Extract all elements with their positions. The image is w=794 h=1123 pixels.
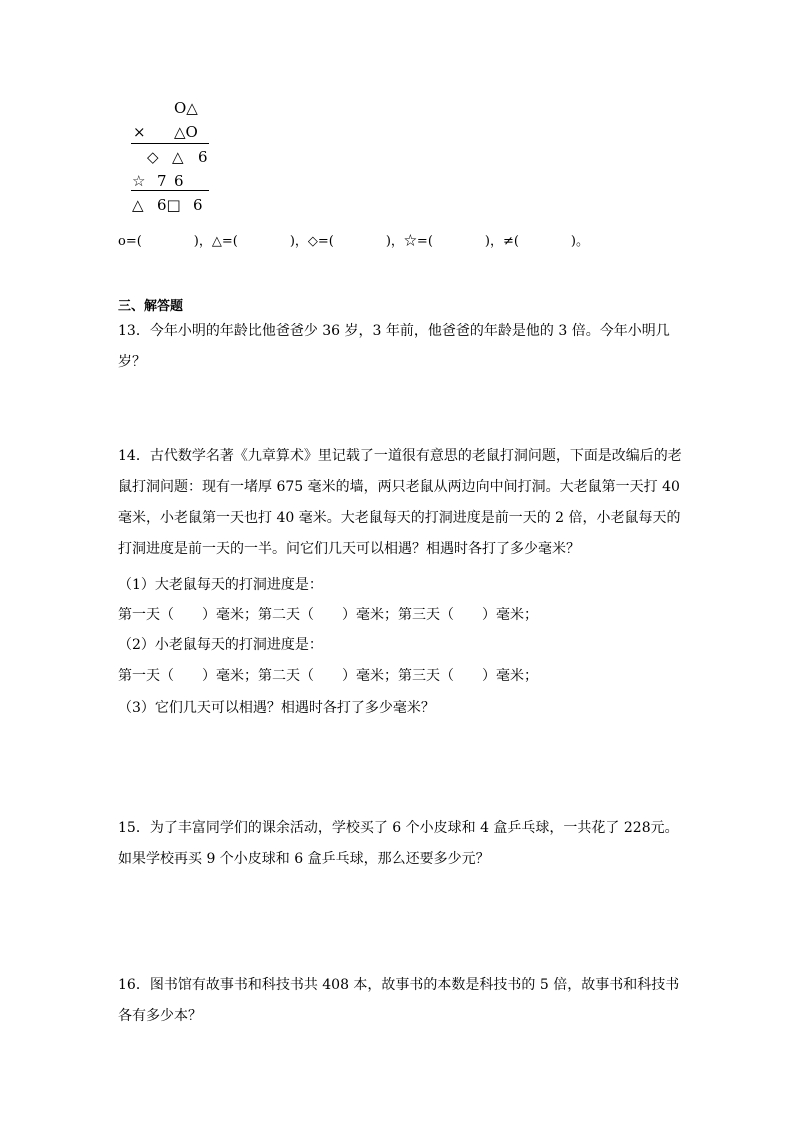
question-14-sub1-blanks: 第一天（ ）毫米；第二天（ ）毫米；第三天（ ）毫米； (118, 607, 538, 623)
puzzle-rule-1 (131, 143, 209, 144)
question-14-sub2: （2）小老鼠每天的打洞进度是： (118, 637, 323, 653)
puzzle-row5-c: 6 (193, 196, 203, 214)
question-14-stem: 14．古代数学名著《九章算术》里记载了一道很有意思的老鼠打洞问题，下面是改编后的老鼠打洞问题：现有一堵厚 675 毫米的墙，两只老鼠从两边向中间打洞。大老鼠第一天打 40 毫米，小老鼠第一天也打 40 毫米。大老鼠每天的打洞进度是前一天的 2 倍，小老鼠每天的打洞进度是前一天的一半。问它们几天可以相遇？相遇时各打了多少毫米？ (118, 448, 682, 557)
question-14-sub1: （1）大老鼠每天的打洞进度是： (118, 577, 323, 593)
puzzle-row4-b: 7 (157, 172, 167, 190)
question-14-sub3: （3）它们几天可以相遇？相遇时各打了多少毫米？ (118, 700, 435, 716)
puzzle-row5-a: △ (132, 196, 144, 214)
puzzle-row3-b: △ (172, 148, 184, 166)
question-14-sub2-blanks: 第一天（ ）毫米；第二天（ ）毫米；第三天（ ）毫米； (118, 668, 538, 684)
times-sign: × (133, 123, 146, 141)
puzzle-row1: O△ (174, 99, 198, 117)
section-title: 三、解答题 (118, 299, 184, 314)
puzzle-row4-c: 6 (174, 172, 184, 190)
question-16: 16．图书馆有故事书和科技书共 408 本，故事书的本数是科技书的 5 倍，故事书和科技书各有多少本？ (118, 977, 680, 1024)
puzzle-rule-2 (131, 190, 209, 191)
question-15: 15．为了丰富同学们的课余活动，学校买了 6 个小皮球和 4 盒乒乓球，一共花了 228元。如果学校再买 9 个小皮球和 6 盒乒乓球，那么还要多少元？ (118, 820, 679, 867)
puzzle-row2: △O (174, 123, 198, 141)
question-13: 13．今年小明的年龄比他爸爸少 36 岁，3 年前，他爸爸的年龄是他的 3 倍。今年小明几岁？ (118, 323, 670, 370)
puzzle-row3-a: ◇ (147, 148, 159, 166)
puzzle-row4-a: ☆ (132, 172, 146, 190)
puzzle-row3-c: 6 (198, 148, 208, 166)
puzzle-row5-b: 6□ (157, 196, 181, 214)
puzzle-answer-line: o=( )，△=( )，◇=( )，☆=( )，≠( )。 (118, 234, 590, 249)
